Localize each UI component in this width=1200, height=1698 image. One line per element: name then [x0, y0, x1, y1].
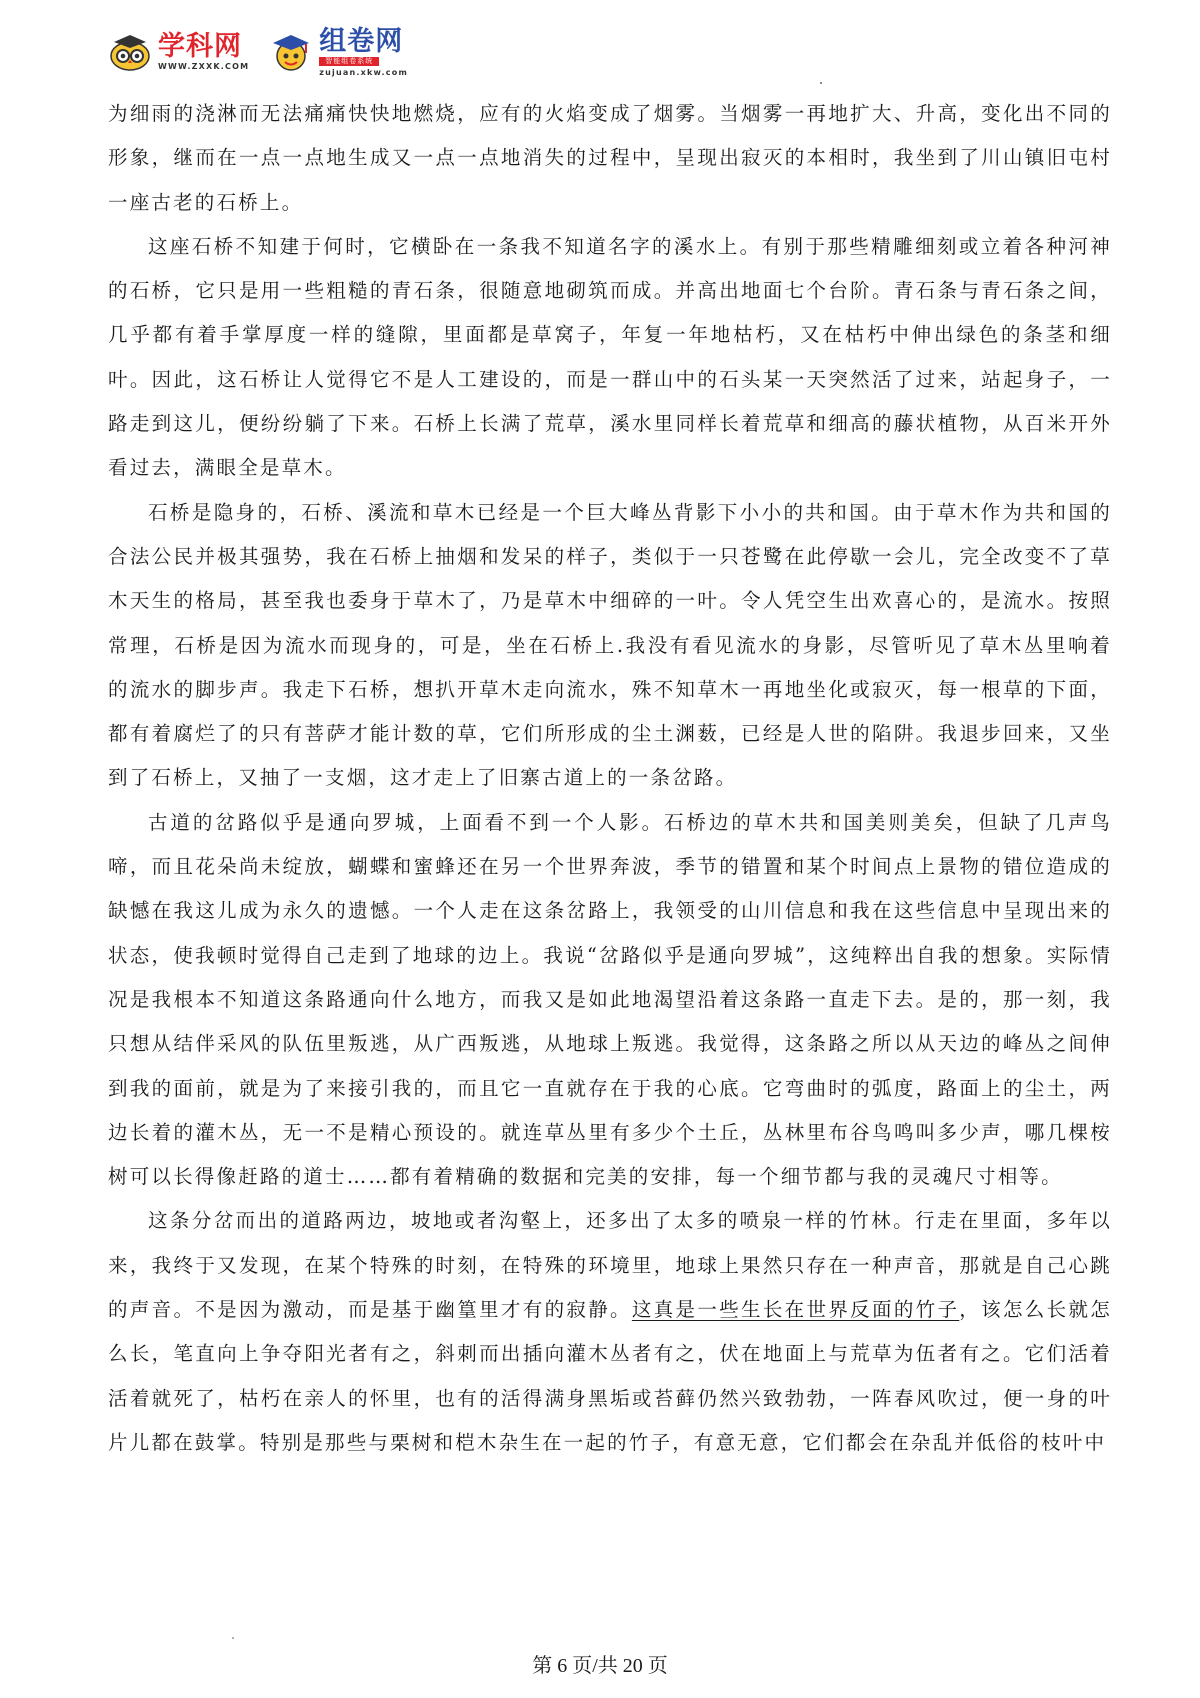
- zujuan-logo-tag: 智能组卷系统: [319, 57, 379, 66]
- zxxk-logo: [108, 32, 249, 72]
- underlined-sentence: 这真是一些生长在世界反面的竹子: [631, 1298, 960, 1322]
- document-body: [108, 92, 1112, 1465]
- paragraph: [108, 225, 1112, 491]
- owl-mascot-icon: [108, 32, 152, 72]
- paragraph-text: 古道的岔路似乎是通向罗城，上面看不到一个人影。石桥边的草木共和国美则美矣，但缺了几声鸟啼，而且花朵尚未绽放，蝴蝶和蜜蜂还在另一个世界奔波，季节的错置和某个时间点上景物的错位造成的缺憾在我这儿成为永久的遗憾。一个人走在这条岔路上，我领受的山川信息和我在这些信息中呈现出来的状态，使我顿时觉得自己走到了地球的边上。我说“岔路似乎是通向罗城”，这纯粹出自我的想象。实际情况是我根本不知道这条路通向什么地方，而我又是如此地渴望沿着这条路一直走下去。是的，那一刻，我只想从结伴采风的队伍里叛逃，从广西叛逃，从地球上叛逃。我觉得，这条路之所以从天边的峰丛之间伸到我的面前，就是为了来接引我的，而且它一直就存在于我的心底。它弯曲时的弧度，路面上的尘土，两边长着的灌木丛，无一不是精心预设的。就连草丛里有多少个土丘，丛林里布谷鸟鸣叫多少声，哪几棵桉树可以长得像赶路的道士……都有着精确的数据和完美的安排，每一个细节都与我的灵魂尺寸相等。: [108, 810, 1112, 1189]
- scan-speck: [232, 1637, 234, 1639]
- zujuan-logo-url: zujuan.xkw.com: [319, 67, 408, 77]
- paragraph: [108, 801, 1112, 1200]
- scan-speck: [820, 82, 822, 84]
- zxxk-logo-url: WWW.ZXXK.COM: [158, 62, 250, 71]
- zujuan-logo-name: 组卷网: [319, 25, 404, 57]
- paragraph-text: 这座石桥不知建于何时，它横卧在一条我不知道名字的溪水上。有别于那些精雕细刻或立着各种河神的石桥，它只是用一些粗糙的青石条，很随意地砌筑而成。并高出地面七个台阶。青石条与青石条之间，几乎都有着手掌厚度一样的缝隙，里面都是草窝子，年复一年地枯朽，又在枯朽中伸出绿色的条茎和细叶。因此，这石桥让人觉得它不是人工建设的，而是一群山中的石头某一天突然活了过来，站起身子，一路走到这儿，便纷纷躺了下来。石桥上长满了荒草，溪水里同样长着荒草和细高的藤状植物，从百米开外看过去，满眼全是草木。: [108, 234, 1112, 480]
- paragraph-text: ，该怎么长就怎么长，笔直向上争夺阳光者有之，斜刺而出插向灌木丛者有之，伏在地面上与荒草为伍者有之。它们活着活着就死了，枯朽在亲人的怀里，也有的活得满身黑垢或苔藓仍然兴致勃勃，一阵春风吹过，便一身的叶片儿都在鼓掌。特别是那些与栗树和桤木杂生在一起的竹子，有意无意，它们都会在杂乱并低俗的枝叶中: [108, 1298, 1112, 1454]
- paragraph: [108, 1199, 1112, 1465]
- graduate-mascot-icon: [269, 32, 313, 72]
- page-number: 第 6 页/共 20 页: [532, 1655, 668, 1677]
- zujuan-logo: [269, 25, 408, 77]
- paragraph: [108, 92, 1112, 225]
- paragraph-text: 这条分岔而出的道路两边，坡地或者沟壑上，还多出了太多的喷泉一样的竹林。行走在里面，多年以来，我终于又发现，在某个特殊的时刻，在特殊的环境里，地球上果然只存在一种声音，那就是自己心跳的声音。不是因为激动，而是基于幽篁里才有的寂静。: [108, 1209, 1112, 1322]
- page-header: [108, 22, 428, 82]
- paragraph-text: 为细雨的浇淋而无法痛痛快快地燃烧，应有的火焰变成了烟雾。当烟雾一再地扩大、升高，变化出不同的形象，继而在一点一点地生成又一点一点地消失的过程中，呈现出寂灭的本相时，我坐到了川山镇旧屯村一座古老的石桥上。: [108, 102, 1112, 214]
- zxxk-logo-name: 学科网: [158, 31, 242, 62]
- paragraph-text: 石桥是隐身的，石桥、溪流和草木已经是一个巨大峰丛背影下小小的共和国。由于草木作为共和国的合法公民并极其强势，我在石桥上抽烟和发呆的样子，类似于一只苍鹭在此停歇一会儿，完全改变不了草木天生的格局，甚至我也委身于草木了，乃是草木中细碎的一叶。令人凭空生出欢喜心的，是流水。按照常理，石桥是因为流水而现身的，可是，坐在石桥上.我没有看见流水的身影，尽管听见了草木丛里响着的流水的脚步声。我走下石桥，想扒开草木走向流水，殊不知草木一再地坐化或寂灭，每一根草的下面，都有着腐烂了的只有菩萨才能计数的草，它们所形成的尘土渊薮，已经是人世的陷阱。我退步回来，又坐到了石桥上，又抽了一支烟，这才走上了旧寨古道上的一条岔路。: [108, 500, 1112, 790]
- paragraph: [108, 491, 1112, 801]
